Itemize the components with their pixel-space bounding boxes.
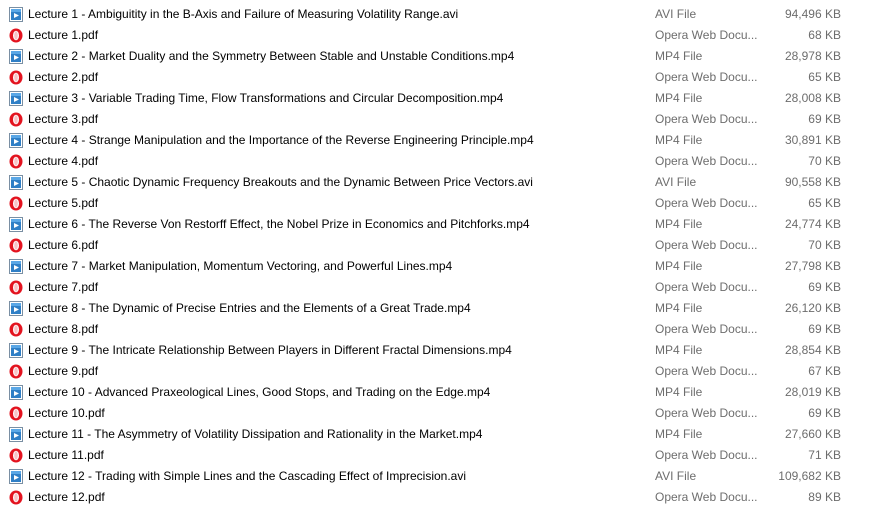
file-type: Opera Web Docu... (655, 406, 758, 420)
opera-pdf-icon (9, 112, 23, 127)
file-type: Opera Web Docu... (655, 490, 758, 504)
file-type: Opera Web Docu... (655, 196, 758, 210)
file-size: 69 KB (808, 406, 841, 420)
file-row-15[interactable] (0, 298, 890, 319)
opera-pdf-icon (9, 28, 23, 43)
file-type: MP4 File (655, 259, 703, 273)
file-name: Lecture 6 - The Reverse Von Restorff Effect, the Nobel Prize in Economics and Pitchforks.mp4 (28, 217, 530, 231)
opera-pdf-icon (9, 154, 23, 169)
file-size: 69 KB (808, 280, 841, 294)
file-row-14[interactable] (0, 277, 890, 298)
file-row-9[interactable] (0, 172, 890, 193)
file-name: Lecture 5.pdf (28, 196, 99, 210)
file-type: Opera Web Docu... (655, 154, 758, 168)
file-type: Opera Web Docu... (655, 364, 758, 378)
file-row-11[interactable] (0, 214, 890, 235)
file-type: MP4 File (655, 301, 703, 315)
file-row-20[interactable] (0, 403, 890, 424)
file-size: 27,660 KB (784, 427, 841, 441)
file-name: Lecture 4 - Strange Manipulation and the Importance of the Reverse Engineering Principle.mp4 (28, 133, 534, 147)
video-file-icon (9, 217, 23, 232)
file-row-10[interactable] (0, 193, 890, 214)
file-size: 65 KB (808, 70, 841, 84)
opera-pdf-icon (9, 406, 23, 421)
file-row-4[interactable] (0, 67, 890, 88)
file-size: 26,120 KB (784, 301, 841, 315)
file-type: Opera Web Docu... (655, 70, 758, 84)
file-row-13[interactable] (0, 256, 890, 277)
video-file-icon (9, 7, 23, 22)
file-size: 28,019 KB (784, 385, 841, 399)
opera-pdf-icon (9, 196, 23, 211)
opera-pdf-icon (9, 364, 23, 379)
file-row-22[interactable] (0, 445, 890, 466)
video-file-icon (9, 385, 23, 400)
file-list (0, 4, 890, 508)
file-row-21[interactable] (0, 424, 890, 445)
file-row-2[interactable] (0, 25, 890, 46)
file-type: Opera Web Docu... (655, 448, 758, 462)
file-name: Lecture 12 - Trading with Simple Lines and the Cascading Effect of Imprecision.avi (28, 469, 467, 483)
file-row-17[interactable] (0, 340, 890, 361)
file-name: Lecture 3 - Variable Trading Time, Flow Transformations and Circular Decomposition.mp4 (28, 91, 504, 105)
file-type: AVI File (655, 469, 697, 483)
file-row-23[interactable] (0, 466, 890, 487)
file-size: 69 KB (808, 322, 841, 336)
file-type: MP4 File (655, 427, 703, 441)
file-row-5[interactable] (0, 88, 890, 109)
file-row-24[interactable] (0, 487, 890, 508)
file-name: Lecture 1.pdf (28, 28, 99, 42)
file-size: 67 KB (808, 364, 841, 378)
file-type: Opera Web Docu... (655, 28, 758, 42)
file-type: MP4 File (655, 49, 703, 63)
file-row-19[interactable] (0, 382, 890, 403)
file-name: Lecture 8 - The Dynamic of Precise Entries and the Elements of a Great Trade.mp4 (28, 301, 471, 315)
opera-pdf-icon (9, 322, 23, 337)
video-file-icon (9, 91, 23, 106)
opera-pdf-icon (9, 490, 23, 505)
file-name: Lecture 11 - The Asymmetry of Volatility Dissipation and Rationality in the Market.mp4 (28, 427, 483, 441)
file-size: 65 KB (808, 196, 841, 210)
file-type: MP4 File (655, 91, 703, 105)
file-type: Opera Web Docu... (655, 112, 758, 126)
file-row-7[interactable] (0, 130, 890, 151)
file-name: Lecture 10.pdf (28, 406, 105, 420)
file-row-12[interactable] (0, 235, 890, 256)
file-name: Lecture 1 - Ambiguitity in the B-Axis and Failure of Measuring Volatility Range.avi (28, 7, 459, 21)
file-size: 28,978 KB (784, 49, 841, 63)
video-file-icon (9, 343, 23, 358)
file-type: AVI File (655, 175, 697, 189)
file-name: Lecture 11.pdf (28, 448, 104, 462)
file-size: 109,682 KB (778, 469, 841, 483)
file-type: AVI File (655, 7, 697, 21)
file-type: Opera Web Docu... (655, 280, 758, 294)
opera-pdf-icon (9, 448, 23, 463)
file-size: 71 KB (808, 448, 841, 462)
file-name: Lecture 7.pdf (28, 280, 99, 294)
file-type: Opera Web Docu... (655, 322, 758, 336)
file-name: Lecture 3.pdf (28, 112, 99, 126)
opera-pdf-icon (9, 238, 23, 253)
file-size: 28,854 KB (784, 343, 841, 357)
file-row-8[interactable] (0, 151, 890, 172)
video-file-icon (9, 49, 23, 64)
file-row-16[interactable] (0, 319, 890, 340)
file-size: 24,774 KB (784, 217, 841, 231)
file-size: 89 KB (808, 490, 841, 504)
file-row-3[interactable] (0, 46, 890, 67)
video-file-icon (9, 133, 23, 148)
file-size: 68 KB (808, 28, 841, 42)
file-type: MP4 File (655, 217, 703, 231)
file-size: 28,008 KB (784, 91, 841, 105)
video-file-icon (9, 427, 23, 442)
video-file-icon (9, 175, 23, 190)
video-file-icon (9, 301, 23, 316)
file-type: MP4 File (655, 385, 703, 399)
file-size: 70 KB (808, 154, 841, 168)
video-file-icon (9, 259, 23, 274)
file-type: MP4 File (655, 133, 703, 147)
opera-pdf-icon (9, 280, 23, 295)
file-row-6[interactable] (0, 109, 890, 130)
file-name: Lecture 6.pdf (28, 238, 99, 252)
file-type: MP4 File (655, 343, 703, 357)
opera-pdf-icon (9, 70, 23, 85)
file-name: Lecture 4.pdf (28, 154, 99, 168)
file-name: Lecture 8.pdf (28, 322, 99, 336)
file-name: Lecture 5 - Chaotic Dynamic Frequency Breakouts and the Dynamic Between Price Vectors.avi (28, 175, 533, 189)
file-size: 69 KB (808, 112, 841, 126)
file-size: 70 KB (808, 238, 841, 252)
file-size: 94,496 KB (784, 7, 841, 21)
file-name: Lecture 10 - Advanced Praxeological Lines, Good Stops, and Trading on the Edge.mp4 (28, 385, 491, 399)
file-type: Opera Web Docu... (655, 238, 758, 252)
video-file-icon (9, 469, 23, 484)
file-size: 30,891 KB (784, 133, 841, 147)
file-name: Lecture 2 - Market Duality and the Symmetry Between Stable and Unstable Conditions.mp4 (28, 49, 515, 63)
file-name: Lecture 9 - The Intricate Relationship Between Players in Different Fractal Dimensions.mp4 (28, 343, 512, 357)
file-name: Lecture 7 - Market Manipulation, Momentum Vectoring, and Powerful Lines.mp4 (28, 259, 453, 273)
file-size: 90,558 KB (784, 175, 841, 189)
file-size: 27,798 KB (784, 259, 841, 273)
file-name: Lecture 12.pdf (28, 490, 105, 504)
file-name: Lecture 2.pdf (28, 70, 99, 84)
file-name: Lecture 9.pdf (28, 364, 99, 378)
file-row-18[interactable] (0, 361, 890, 382)
file-row-1[interactable] (0, 4, 890, 25)
